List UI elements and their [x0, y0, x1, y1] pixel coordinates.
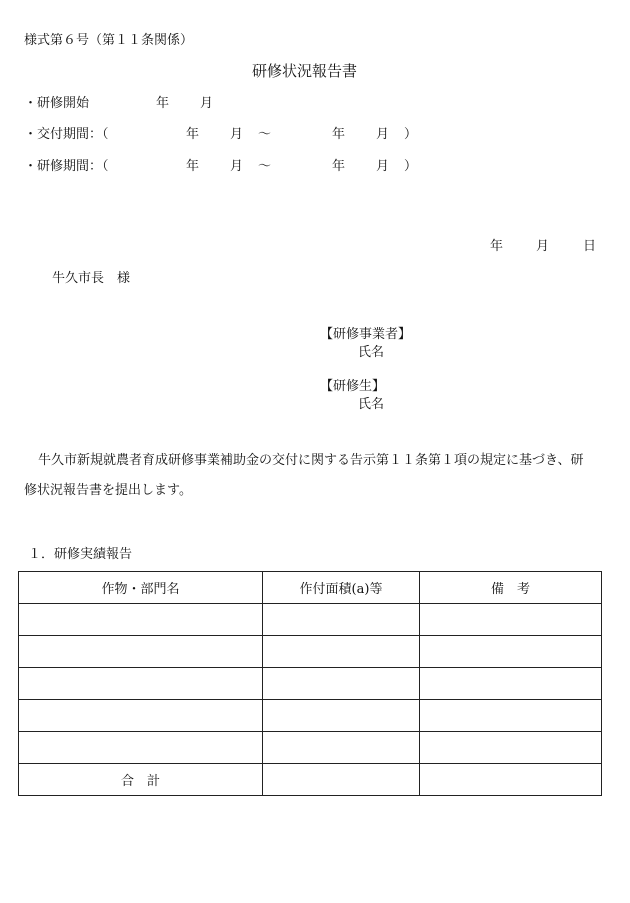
training-period-label: ・研修期間：（: [24, 159, 109, 174]
training-period-month2: 月: [376, 159, 390, 174]
grant-period-year2: 年: [332, 127, 346, 142]
date-month-unit: 月: [536, 239, 550, 254]
grant-period-month2: 月: [376, 127, 390, 142]
grant-period-year1: 年: [186, 127, 200, 142]
total-row: [19, 764, 602, 796]
table-header-row: [19, 572, 602, 604]
table-row: [19, 604, 602, 636]
cell-area[interactable]: [263, 700, 420, 732]
table-row: [19, 668, 602, 700]
date-day-unit: 日: [583, 239, 597, 254]
trainee-heading: 【研修生】: [320, 379, 386, 394]
cell-crop[interactable]: [19, 732, 263, 764]
table-row: [19, 732, 602, 764]
body-line-2: 修状況報告書を提出します。: [24, 483, 192, 498]
cell-crop[interactable]: [19, 604, 263, 636]
col-header-crop: 作物・部門名: [19, 572, 263, 604]
total-label: 合 計: [19, 764, 263, 796]
grant-period-month1: 月: [230, 127, 244, 142]
cell-crop[interactable]: [19, 700, 263, 732]
training-period-year1: 年: [186, 159, 200, 174]
operator-name-label: 氏名: [358, 345, 385, 360]
training-period-close: ）: [404, 159, 418, 174]
cell-crop[interactable]: [19, 668, 263, 700]
cell-remarks[interactable]: [420, 668, 602, 700]
trainee-name-label: 氏名: [358, 397, 385, 412]
training-period-year2: 年: [332, 159, 346, 174]
operator-heading: 【研修事業者】: [320, 327, 412, 342]
table-row: [19, 636, 602, 668]
body-paragraph: [24, 446, 604, 506]
grant-period-label: ・交付期間：（: [24, 127, 109, 142]
cell-remarks[interactable]: [420, 636, 602, 668]
cell-remarks[interactable]: [420, 604, 602, 636]
body-line-1: 牛久市新規就農者育成研修事業補助金の交付に関する告示第１１条第１項の規定に基づき、研: [38, 453, 584, 468]
training-start-year-unit: 年: [156, 96, 170, 111]
training-period-month1: 月: [230, 159, 244, 174]
col-header-remarks: 備 考: [420, 572, 602, 604]
page-title: 研修状況報告書: [252, 62, 358, 80]
training-period-tilde: 〜: [258, 159, 272, 174]
total-area-cell[interactable]: [263, 764, 420, 796]
date-year-unit: 年: [490, 239, 504, 254]
report-table: [18, 571, 602, 796]
total-remarks-cell[interactable]: [420, 764, 602, 796]
cell-area[interactable]: [263, 604, 420, 636]
form-number: 様式第６号（第１１条関係）: [24, 33, 194, 48]
grant-period-close: ）: [404, 127, 418, 142]
cell-area[interactable]: [263, 636, 420, 668]
col-header-area: 作付面積(a)等: [263, 572, 420, 604]
cell-crop[interactable]: [19, 636, 263, 668]
section-heading: １．研修実績報告: [28, 547, 133, 562]
cell-remarks[interactable]: [420, 732, 602, 764]
cell-remarks[interactable]: [420, 700, 602, 732]
training-start-label: ・研修開始: [24, 96, 90, 111]
training-start-month-unit: 月: [200, 96, 214, 111]
addressee: 牛久市長 様: [52, 271, 131, 286]
grant-period-tilde: 〜: [258, 127, 272, 142]
cell-area[interactable]: [263, 732, 420, 764]
table-row: [19, 700, 602, 732]
cell-area[interactable]: [263, 668, 420, 700]
